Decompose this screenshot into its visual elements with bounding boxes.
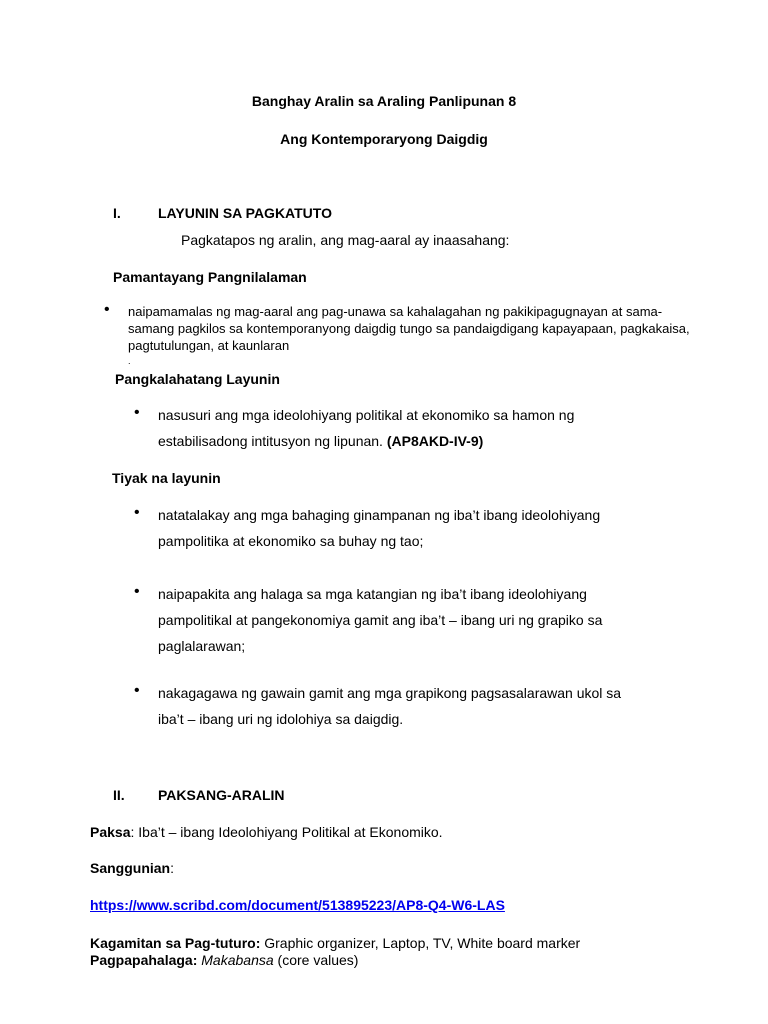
- pagpapahalaga-label: Pagpapahalaga:: [90, 952, 198, 968]
- kagamitan-label: Kagamitan sa Pag-tuturo:: [90, 935, 261, 951]
- kagamitan-value: Graphic organizer, Laptop, TV, White board marker: [260, 935, 581, 951]
- reference-link[interactable]: https://www.scribd.com/document/513895223/AP8-Q4-W6-LAS: [90, 897, 505, 913]
- sanggunian-label: Sanggunian: [90, 860, 171, 876]
- pangkalahatan-heading: Pangkalahatang Layunin: [115, 371, 280, 387]
- tiyak-bullet-3: •: [134, 682, 140, 699]
- paksa-row: [90, 824, 443, 840]
- section-2-heading: PAKSANG-ARALIN: [158, 787, 285, 803]
- document-title: Banghay Aralin sa Araling Panlipunan 8: [251, 93, 517, 109]
- tiyak-item-1-line-1: natatalakay ang mga bahaging ginampanan ng iba’t ibang ideolohiyang: [158, 507, 601, 523]
- competency-code: (AP8AKD-IV-9): [386, 433, 484, 449]
- pamantayan-bullet: •: [104, 301, 110, 318]
- pamantayan-line-1: naipamamalas ng mag-aaral ang pag-unawa sa kahalagahan ng pakikipagugnayan at sama-: [128, 304, 663, 319]
- pagpapahalaga-row: [90, 952, 358, 968]
- kagamitan-row: [90, 935, 580, 951]
- pangkalahatan-text: estabilisadong intitusyon ng lipunan.: [158, 433, 383, 449]
- pamantayan-heading: Pamantayang Pangnilalaman: [113, 269, 307, 285]
- pangkalahatan-line-2: [158, 428, 483, 454]
- paksa-value: : Iba’t – ibang Ideolohiyang Politikal at Ekonomiko.: [130, 824, 443, 840]
- tiyak-item-3-line-1: nakagagawa ng gawain gamit ang mga grapikong pagsasalarawan ukol sa: [158, 685, 622, 701]
- tiyak-item-3-line-2: iba’t – ibang uri ng idolohiya sa daigdig.: [158, 711, 404, 727]
- tiyak-heading: Tiyak na layunin: [112, 470, 221, 486]
- tiyak-item-2-line-2: pampolitikal at pangekonomiya gamit ang iba’t – ibang uri ng grapiko sa: [158, 612, 603, 628]
- pangkalahatan-line-1: nasusuri ang mga ideolohiyang politikal at ekonomiko sa hamon ng: [158, 407, 575, 423]
- pagpapahalaga-value-rest: (core values): [273, 952, 359, 968]
- document-subtitle: Ang Kontemporaryong Daigdig: [280, 131, 488, 147]
- section-2-number: II.: [113, 787, 125, 803]
- section-1-heading: LAYUNIN SA PAGKATUTO: [158, 205, 332, 221]
- tiyak-item-1-line-2: pampolitika at ekonomiko sa buhay ng tao;: [158, 533, 424, 549]
- pangkalahatan-bullet: •: [134, 404, 140, 421]
- tiyak-item-2-line-1: naipapakita ang halaga sa mga katangian ng iba’t ibang ideolohiyang: [158, 586, 587, 602]
- section-1-number: I.: [113, 205, 121, 221]
- tiyak-item-2-line-3: paglalarawan;: [158, 638, 246, 654]
- sanggunian-colon: :: [170, 860, 175, 876]
- pagpapahalaga-value-italic: Makabansa: [201, 952, 274, 968]
- tiyak-bullet-1: •: [134, 504, 140, 521]
- pamantayan-line-3: pagtutulungan, at kaunlaran: [128, 338, 290, 353]
- pamantayan-line-2: samang pagkilos sa kontemporanyong daigdig tungo sa pandaigdigang kapayapaan, pagkakaisa,: [128, 321, 690, 336]
- paksa-label: Paksa: [90, 824, 131, 840]
- section-1-intro: Pagkatapos ng aralin, ang mag-aaral ay inaasahang:: [181, 232, 510, 248]
- pamantayan-dot: .: [128, 356, 131, 366]
- tiyak-bullet-2: •: [134, 583, 140, 600]
- sanggunian-row: [90, 860, 174, 876]
